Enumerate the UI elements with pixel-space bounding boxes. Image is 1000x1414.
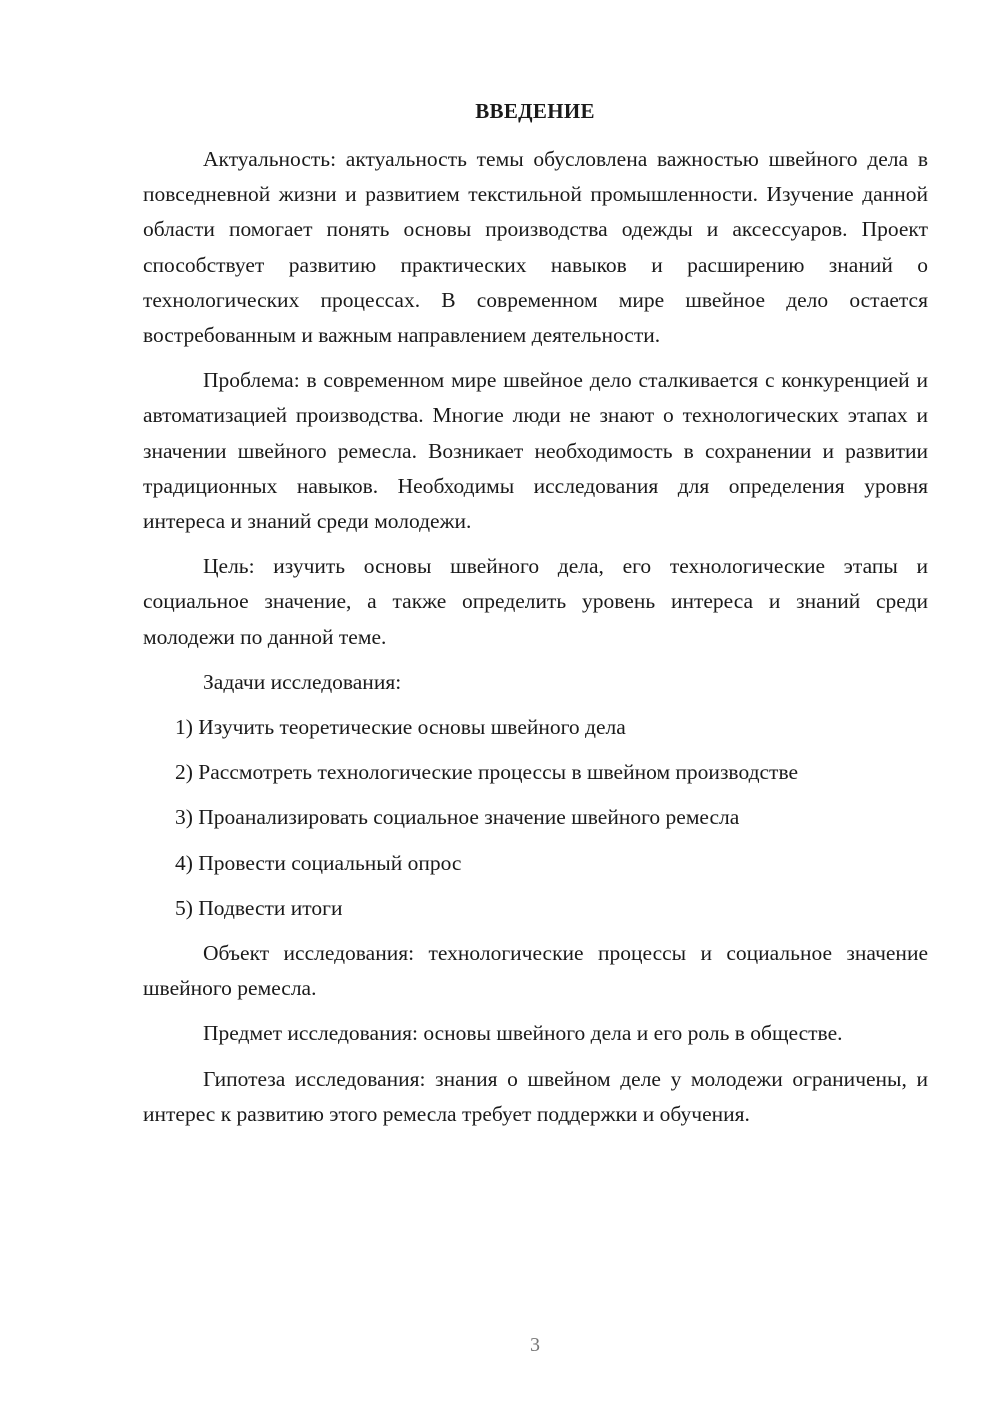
list-item: 2) Рассмотреть технологические процессы в швейном производстве — [175, 760, 799, 785]
list-item: 1) Изучить теоретические основы швейного дела — [175, 715, 626, 740]
hypothesis-paragraph: Гипотеза исследования: знания о швейном деле у молодежи ограничены, и интерес к развитию этого ремесла требует поддержки и обучения. — [143, 1066, 928, 1126]
page-number: 3 — [530, 1334, 540, 1356]
list-item: 4) Провести социальный опрос — [175, 850, 462, 875]
document-body — [143, 142, 928, 1132]
relevance-paragraph: Актуальность: актуальность темы обусловлена важностью швейного дела в повседневной жизни и развитием текстильной промышленности. Изучение данной области помогает понять основы производства одежды и аксессуаров. Проект способствует развитию практических навыков и расширению знаний о технологических процессах. В современном мире швейное дело остается востребованным и важным направлением деятельности. — [143, 147, 928, 348]
list-item: 3) Проанализировать социальное значение швейного ремесла — [175, 805, 740, 830]
list-item: 5) Подвести итоги — [175, 895, 343, 920]
object-paragraph: Объект исследования: технологические процессы и социальное значение швейного ремесла. — [143, 941, 928, 1001]
page-title: ВВЕДЕНИЕ — [475, 99, 595, 123]
tasks-title: Задачи исследования: — [203, 669, 402, 694]
problem-paragraph: Проблема: в современном мире швейное дело сталкивается с конкуренцией и автоматизацией производства. Многие люди не знают о технологических этапах и значении швейного ремесла. Возникает необходимость в сохранении и развитии традиционных навыков. Необходимы исследования для определения уровня интереса и знаний среди молодежи. — [143, 368, 928, 534]
task-list — [143, 710, 928, 926]
goal-paragraph: Цель: изучить основы швейного дела, его технологические этапы и социальное значение, а также определить уровень интереса и знаний среди молодежи по данной теме. — [143, 554, 928, 649]
subject-paragraph: Предмет исследования: основы швейного дела и его роль в обществе. — [203, 1021, 843, 1046]
